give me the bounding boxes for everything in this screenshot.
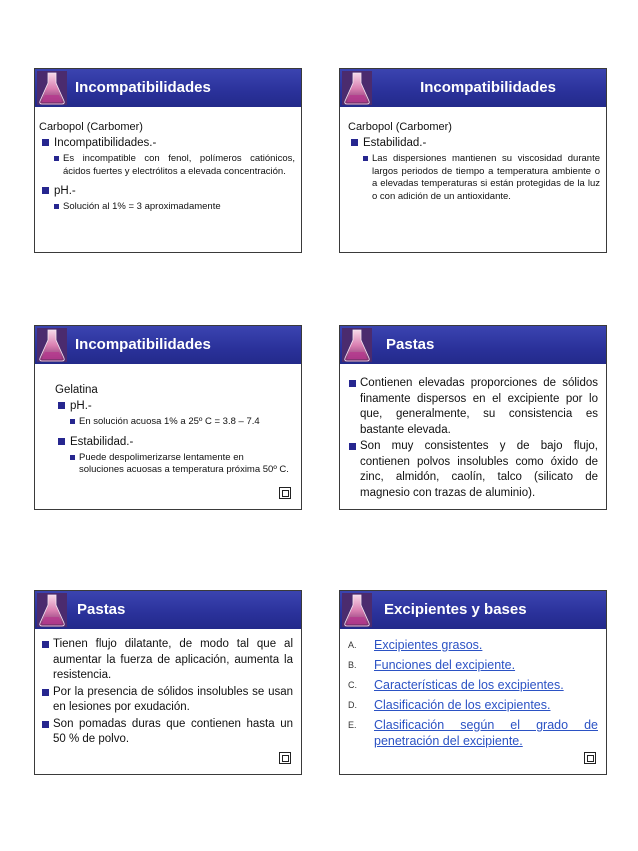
notes-icon[interactable] [279, 752, 291, 764]
slide-3 [34, 325, 302, 510]
list-item [348, 657, 598, 673]
item-letter: A. [348, 640, 357, 650]
bullet: Incompatibilidades.- [39, 136, 295, 150]
item-letter: D. [348, 700, 357, 710]
topic-link[interactable]: Características de los excipientes. [374, 678, 564, 692]
bullet: Tienen flujo dilatante, de modo tal que al aumentar la fuerza de aplicación, aumenta la resistencia. [41, 637, 293, 684]
sub-bullet: Solución al 1% = 3 aproximadamente [39, 201, 295, 214]
bullet: Por la presencia de sólidos insolubles se usan en lesiones por exudación. [41, 685, 293, 716]
slide-heading: Gelatina [55, 384, 98, 396]
flask-icon [37, 593, 67, 627]
slide-title: Incompatibilidades [420, 79, 556, 96]
notes-icon[interactable] [279, 487, 291, 499]
item-letter: C. [348, 680, 357, 690]
bullet: Estabilidad.- [55, 435, 291, 449]
slide-title: Incompatibilidades [75, 336, 211, 353]
slide-heading: Carbopol (Carbomer) [39, 121, 143, 133]
bullet: Contienen elevadas proporciones de sólidos finamente dispersos en el excipiente por lo que, generalmente, su consistencia es bastante elevada. [348, 376, 598, 438]
topic-link[interactable]: Excipientes grasos. [374, 638, 483, 652]
flask-icon [37, 71, 67, 105]
list-item [348, 697, 598, 713]
notes-icon[interactable] [584, 752, 596, 764]
slide-title: Excipientes y bases [384, 601, 527, 618]
sub-bullet: Puede despolimerizarse lentamente en soluciones acuosas a temperatura próxima 50º C. [55, 452, 291, 477]
list-item [348, 677, 598, 693]
slide-2 [339, 68, 607, 253]
flask-icon [342, 328, 372, 362]
bullet: pH.- [39, 184, 295, 198]
topic-link[interactable]: Funciones del excipiente. [374, 658, 516, 672]
slide-1 [34, 68, 302, 253]
bullet: Estabilidad.- [348, 136, 600, 150]
bullet: Son muy consistentes y de bajo flujo, contienen polvos insolubles como óxido de zinc, almidón, caolín, talco (silicato de magnesio con trazas de aluminio). [348, 439, 598, 501]
topic-link[interactable]: Clasificación de los excipientes. [374, 698, 551, 712]
slide-5 [34, 590, 302, 775]
slide-title: Pastas [77, 601, 126, 618]
sub-bullet: En solución acuosa 1% a 25º C = 3.8 – 7.4 [55, 416, 291, 429]
flask-icon [342, 593, 372, 627]
item-letter: B. [348, 660, 357, 670]
slide-title: Pastas [386, 336, 435, 353]
slide-header [35, 591, 301, 629]
slide-title: Incompatibilidades [75, 79, 211, 96]
sub-bullet: Las dispersiones mantienen su viscosidad durante largos periodos de tiempo a temperatura ambiente o a elevadas temperaturas si están protegidas de la luz o con adición de un antioxidante. [348, 153, 600, 203]
topic-link[interactable]: Clasificación según el grado de penetración del excipiente. [374, 718, 598, 748]
slide-6 [339, 590, 607, 775]
slide-heading: Carbopol (Carbomer) [348, 121, 452, 133]
sub-bullet: Es incompatible con fenol, polímeros catiónicos, ácidos fuertes y electrólitos a elevada concentración. [39, 153, 295, 178]
slide-4 [339, 325, 607, 510]
topic-list [348, 637, 598, 749]
list-item [348, 637, 598, 653]
list-item [348, 717, 598, 749]
slide-header [340, 326, 606, 364]
bullet: pH.- [55, 399, 291, 413]
flask-icon [37, 328, 67, 362]
item-letter: E. [348, 720, 357, 730]
bullet: Son pomadas duras que contienen hasta un 50 % de polvo. [41, 717, 293, 748]
flask-icon [342, 71, 372, 105]
